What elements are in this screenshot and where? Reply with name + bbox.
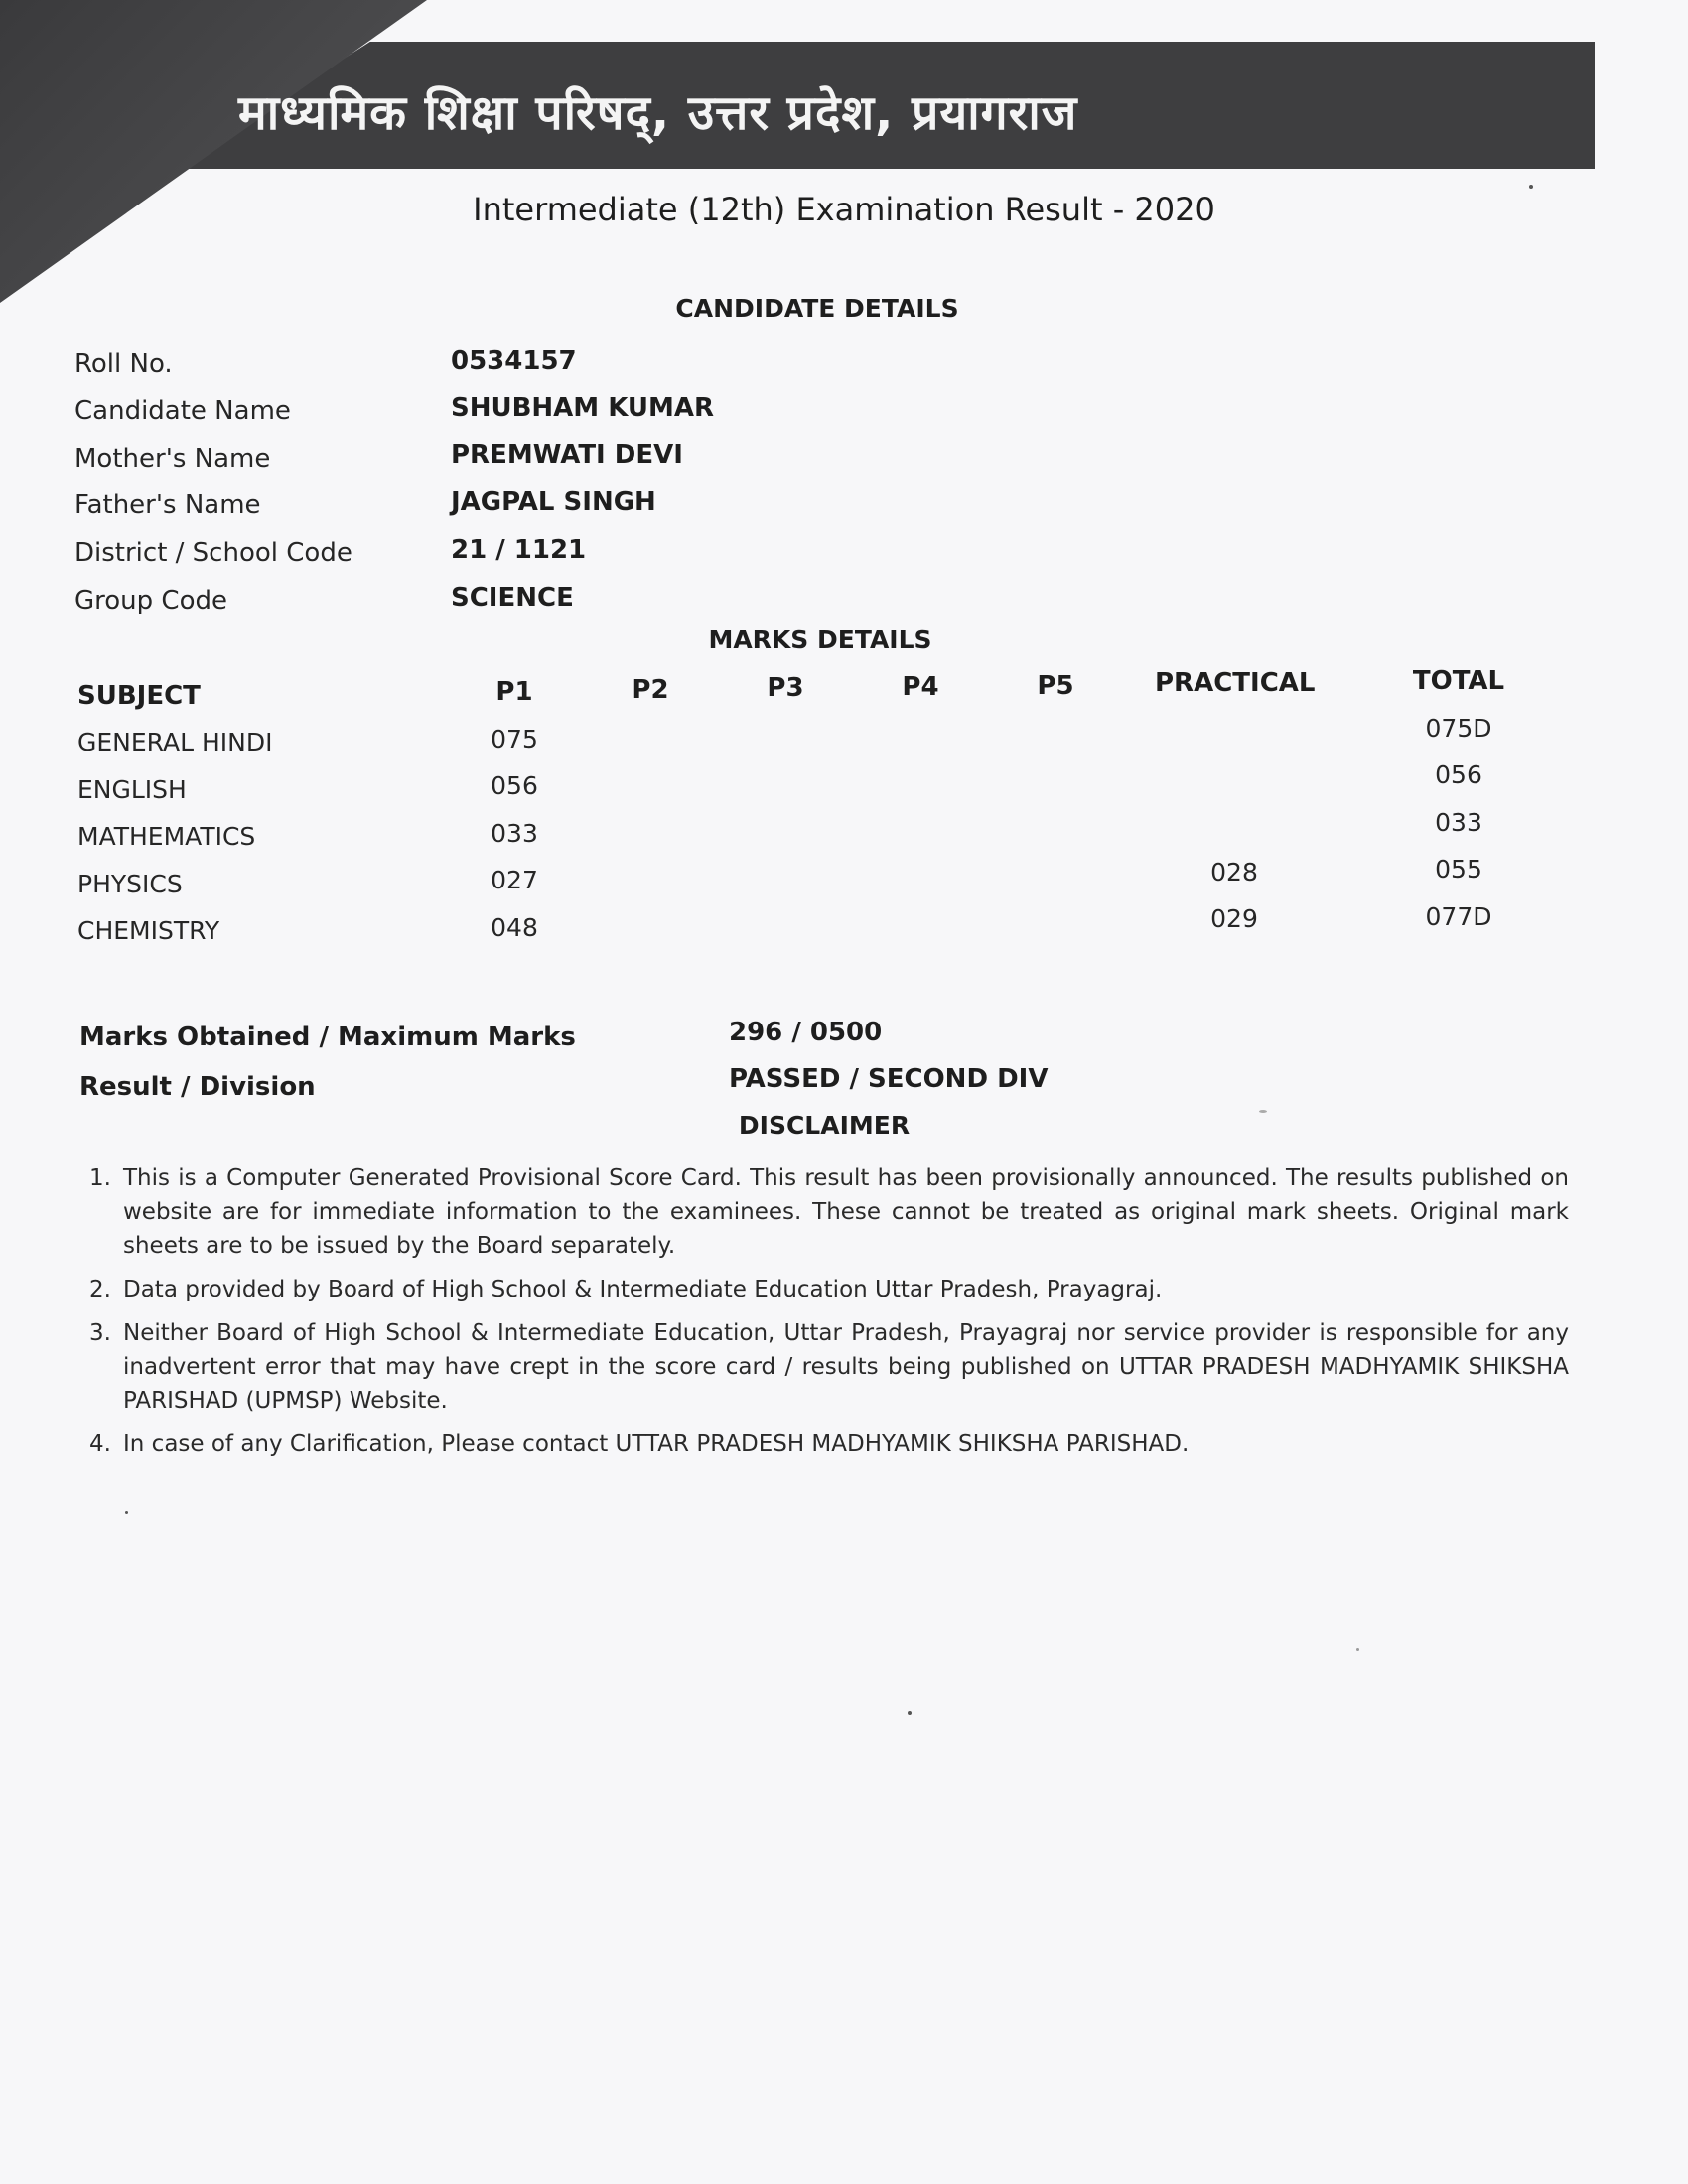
disclaimer-item <box>79 1273 1569 1306</box>
marks-obtained-value: 296 / 0500 <box>729 1018 883 1047</box>
father-name-value: JAGPAL SINGH <box>451 487 656 517</box>
col-subject: SUBJECT <box>77 681 201 711</box>
col-practical: PRACTICAL <box>1155 668 1316 698</box>
subject-name: GENERAL HINDI <box>77 728 273 756</box>
roll-no-label: Roll No. <box>74 349 173 379</box>
scan-speck <box>908 1711 912 1715</box>
group-code-value: SCIENCE <box>451 583 574 613</box>
result-division-label: Result / Division <box>79 1072 316 1102</box>
col-p4: P4 <box>902 672 939 702</box>
candidate-details-title: CANDIDATE DETAILS <box>675 294 959 323</box>
subject-name: CHEMISTRY <box>77 916 220 945</box>
disclaimer-item-number: 1. <box>89 1165 111 1191</box>
mark-total: 056 <box>1435 760 1482 789</box>
mark-p1: 048 <box>491 913 538 942</box>
mother-name-label: Mother's Name <box>74 444 271 474</box>
mark-p1: 056 <box>491 771 538 800</box>
disclaimer-item <box>79 1161 1569 1263</box>
father-name-label: Father's Name <box>74 490 261 520</box>
mark-p1: 033 <box>491 819 538 848</box>
disclaimer-item-text: Data provided by Board of High School & Intermediate Education Uttar Pradesh, Prayagraj. <box>123 1277 1163 1302</box>
col-p1: P1 <box>495 677 533 707</box>
col-p3: P3 <box>767 673 804 703</box>
col-p2: P2 <box>632 675 669 705</box>
disclaimer-item-number: 4. <box>89 1432 111 1457</box>
subject-name: MATHEMATICS <box>77 822 256 851</box>
disclaimer-item-text: In case of any Clarification, Please contact UTTAR PRADESH MADHYAMIK SHIKSHA PARISHAD. <box>123 1432 1190 1457</box>
district-school-code-value: 21 / 1121 <box>451 535 587 565</box>
subject-name: PHYSICS <box>77 870 183 898</box>
disclaimer-item <box>79 1428 1569 1461</box>
roll-no-value: 0534157 <box>451 346 577 376</box>
disclaimer-item-text: This is a Computer Generated Provisional Score Card. This result has been provisionally announced. The results published on website are for immediate information to the examinees. These cannot be treated as original mark sheets. Original mark sheets are to be issued by the Board separately. <box>123 1165 1569 1259</box>
disclaimer-item-number: 2. <box>89 1277 111 1302</box>
mark-practical: 029 <box>1210 904 1258 933</box>
marks-obtained-label: Marks Obtained / Maximum Marks <box>79 1023 576 1052</box>
mark-total: 077D <box>1425 902 1492 931</box>
result-division-value: PASSED / SECOND DIV <box>729 1064 1049 1094</box>
scan-speck <box>1259 1110 1267 1113</box>
mark-p1: 075 <box>491 725 538 753</box>
col-p5: P5 <box>1037 671 1074 701</box>
district-school-code-label: District / School Code <box>74 538 352 568</box>
disclaimer-item-number: 3. <box>89 1320 111 1346</box>
subject-name: ENGLISH <box>77 775 187 804</box>
disclaimer-item <box>79 1316 1569 1418</box>
col-total: TOTAL <box>1412 666 1505 696</box>
mark-p1: 027 <box>491 866 538 894</box>
mark-total: 055 <box>1435 855 1482 884</box>
board-name-hindi: माध्यमिक शिक्षा परिषद्, उत्तर प्रदेश, प्रयागराज <box>238 85 1078 141</box>
candidate-name-label: Candidate Name <box>74 396 291 426</box>
scan-speck <box>125 1511 128 1514</box>
mother-name-value: PREMWATI DEVI <box>451 440 683 470</box>
candidate-name-value: SHUBHAM KUMAR <box>451 393 715 423</box>
scan-speck <box>1529 185 1533 189</box>
group-code-label: Group Code <box>74 586 227 615</box>
exam-title: Intermediate (12th) Examination Result - 2020 <box>473 191 1215 228</box>
disclaimer-title: DISCLAIMER <box>738 1111 911 1140</box>
disclaimer-item-text: Neither Board of High School & Intermediate Education, Uttar Pradesh, Prayagraj nor service provider is responsible for any inadvertent error that may have crept in the score card / results being published on UTTAR PRADESH MADHYAMIK SHIKSHA PARISHAD (UPMSP) Website. <box>123 1320 1569 1414</box>
marks-details-title: MARKS DETAILS <box>708 625 932 654</box>
disclaimer-list <box>79 1161 1569 1471</box>
mark-total: 075D <box>1425 714 1492 743</box>
mark-practical: 028 <box>1210 858 1258 887</box>
scan-speck <box>1356 1648 1359 1651</box>
mark-total: 033 <box>1435 808 1482 837</box>
